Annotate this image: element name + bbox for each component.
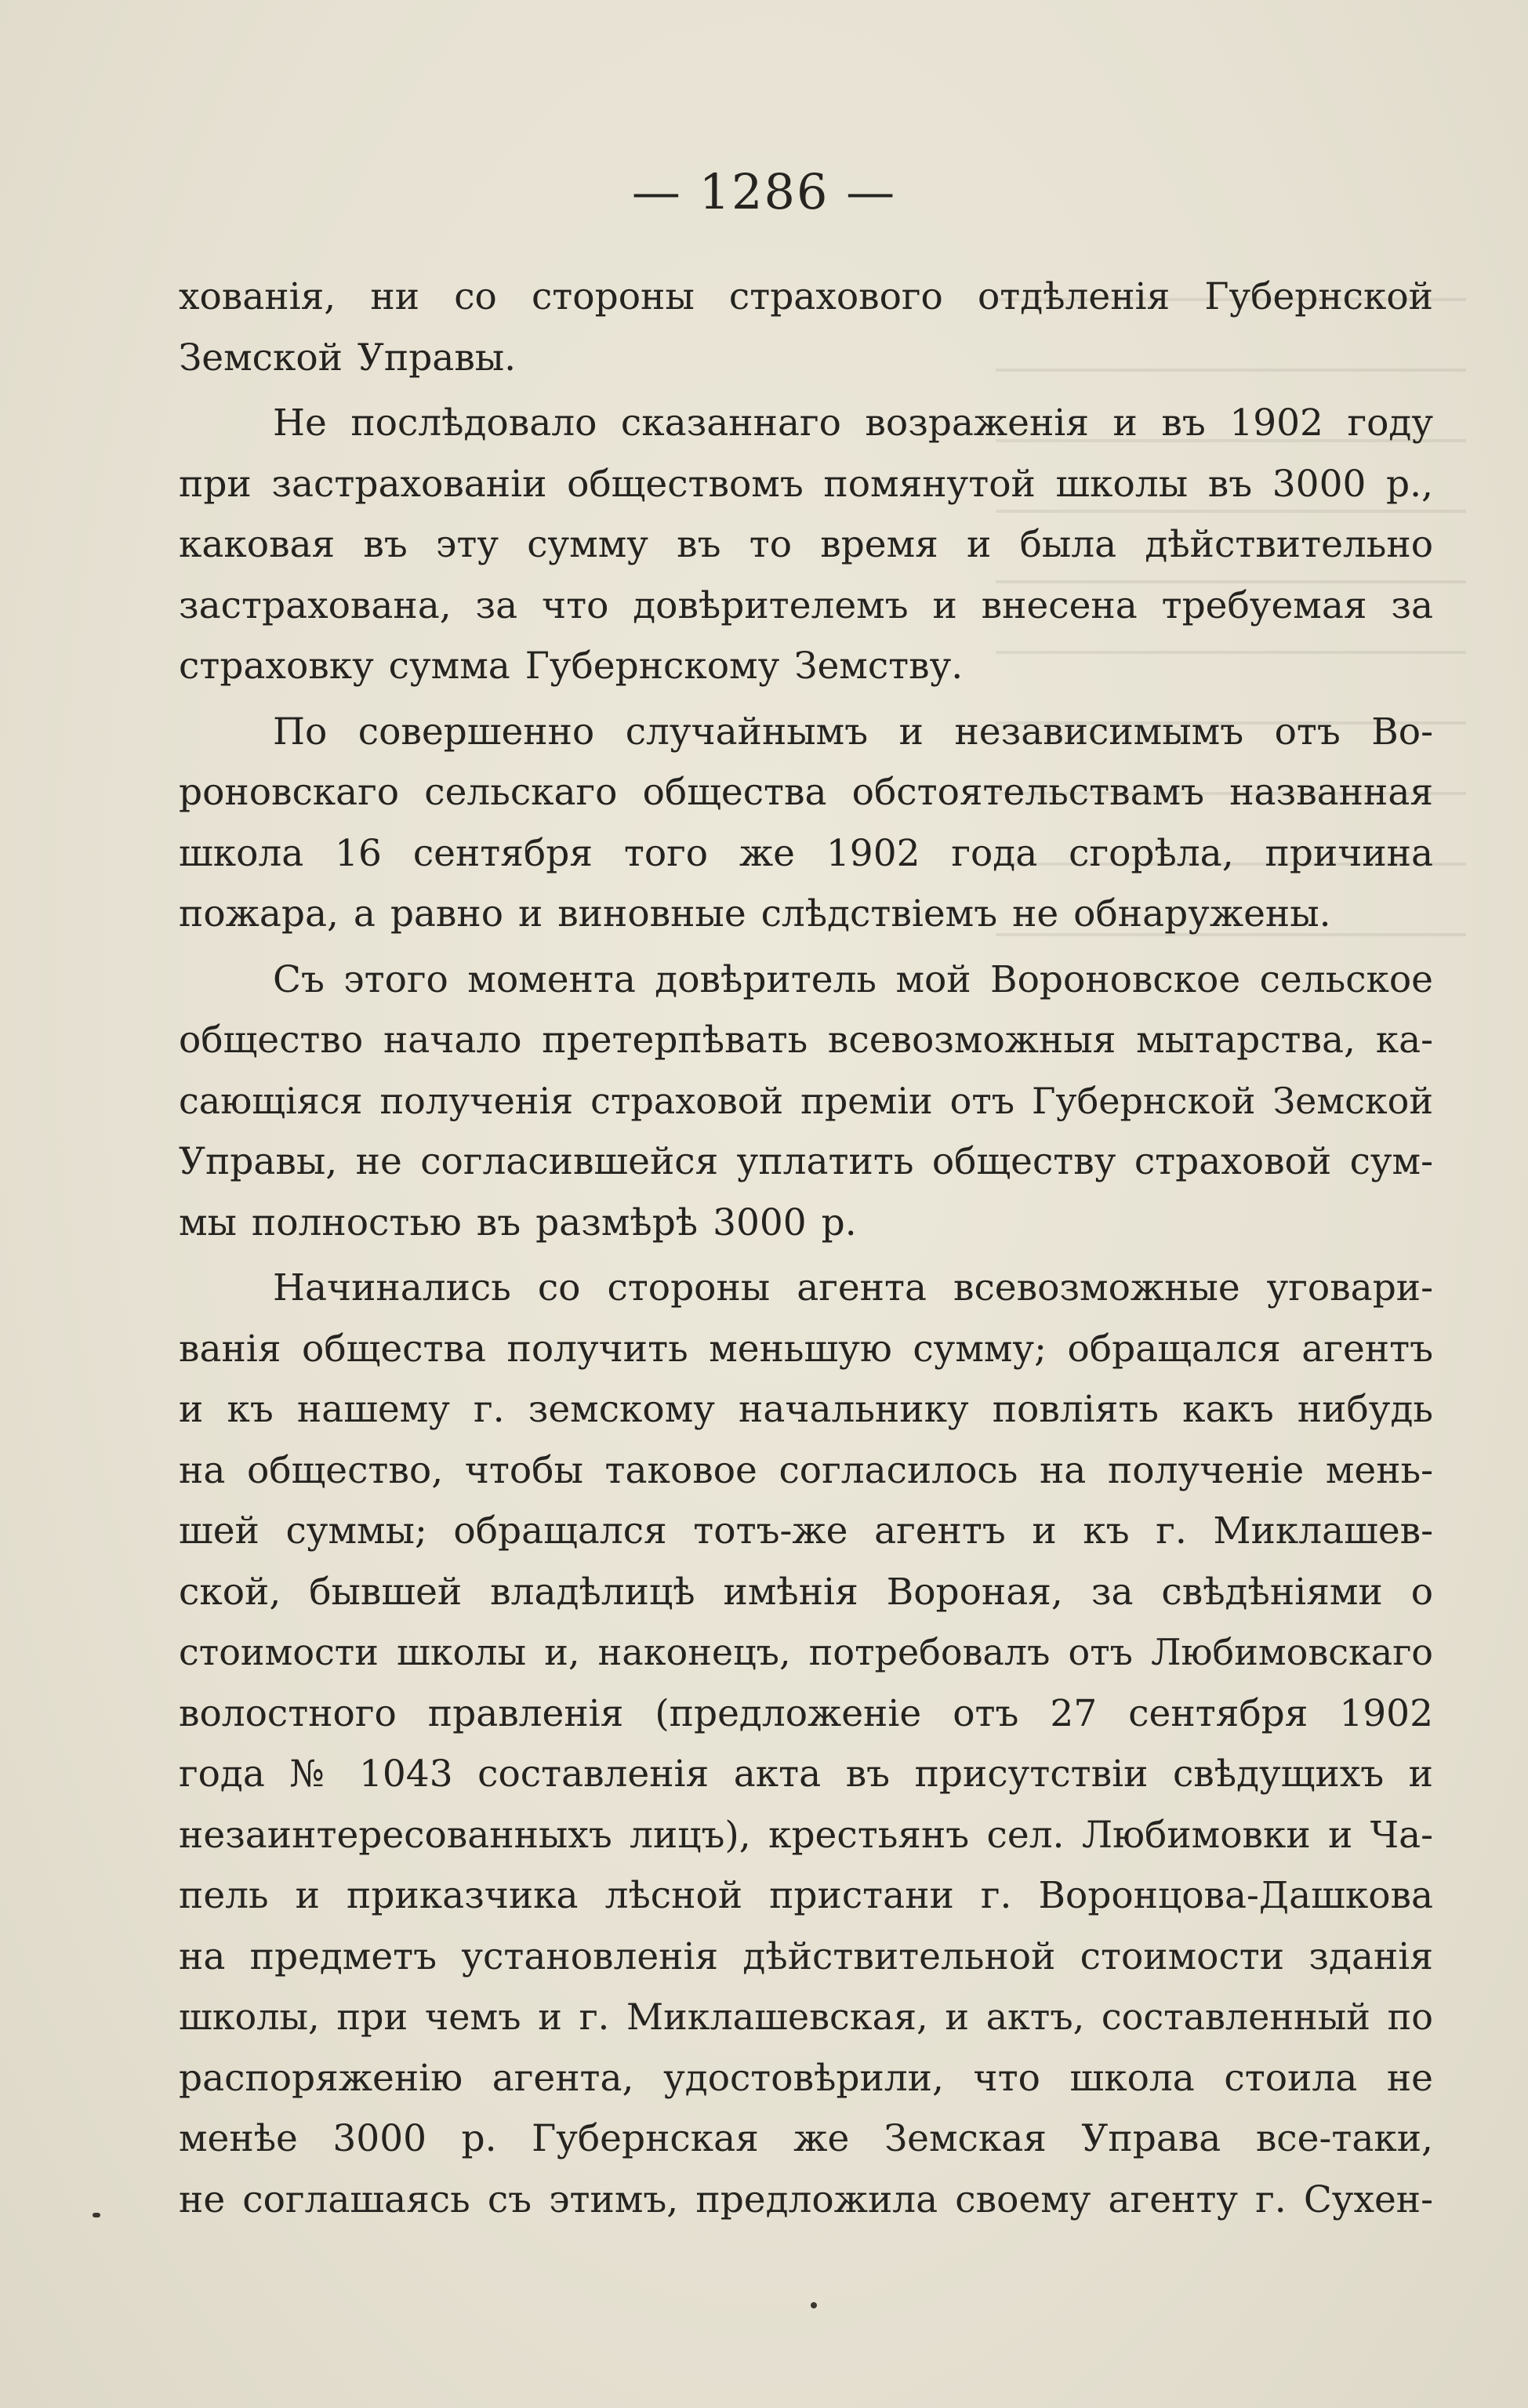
text-line: школы, при чемъ и г. Миклашевская, и актъ, составленный по xyxy=(179,1996,1433,2038)
body-text xyxy=(179,267,1433,2230)
text-line: общество начало претерпѣвать всевозможныя мытарства, ка- xyxy=(179,1019,1433,1062)
text-line: не соглашаясь съ этимъ, предложила своему агенту г. Сухен- xyxy=(179,2177,1433,2221)
text-line: Съ этого момента довѣритель мой Вороновское сельское xyxy=(273,957,1433,1001)
text-line: незаинтересованныхъ лицъ), крестьянъ сел. Любимовки и Ча- xyxy=(179,1813,1433,1857)
text-line: пожара, а равно и виновные слѣдствіемъ не обнаружены. xyxy=(179,892,1331,935)
text-line: роновскаго сельскаго общества обстоятельствамъ названная xyxy=(179,771,1433,814)
text-line: страховку сумма Губернскому Земству. xyxy=(179,645,964,688)
text-line: менѣе 3000 р. Губернская же Земская Управа все-таки, xyxy=(179,2117,1433,2160)
page-number: — 1286 — xyxy=(631,163,897,220)
text-line: ской, бывшей владѣлицѣ имѣнія Вороная, за свѣдѣніями о xyxy=(179,1570,1433,1614)
text-line: при застрахованіи обществомъ помянутой школы въ 3000 р., xyxy=(179,462,1433,506)
text-line: Не послѣдовало сказаннаго возраженія и въ 1902 году xyxy=(273,401,1433,445)
ink-spot xyxy=(811,2302,817,2308)
margin-mark xyxy=(93,2213,100,2217)
text-line: волостного правленія (предложеніе отъ 27 сентября 1902 xyxy=(179,1691,1433,1735)
text-line: ванія общества получить меньшую сумму; обращался агентъ xyxy=(179,1327,1433,1371)
text-line: на предметъ установленія дѣйствительной стоимости зданія xyxy=(179,1934,1433,1978)
text-line: каковая въ эту сумму въ то время и была дѣйствительно xyxy=(179,523,1433,566)
text-line: на общество, чтобы таковое согласилось на полученіе мень- xyxy=(179,1448,1433,1492)
text-line: мы полностью въ размѣрѣ 3000 р. xyxy=(179,1200,857,1244)
text-line: сающіяся полученія страховой преміи отъ Губернской Земской xyxy=(179,1079,1433,1122)
text-line: школа 16 сентября того же 1902 года сгорѣла, причина xyxy=(179,831,1433,875)
text-line: хованія, ни со стороны страхового отдѣленія Губернской xyxy=(179,275,1433,318)
text-line: Управы, не согласившейся уплатить обществу страховой сум- xyxy=(179,1140,1433,1183)
text-line: пель и приказчика лѣсной пристани г. Воронцова-Дашкова xyxy=(179,1874,1433,1917)
text-line: стоимости школы и, наконецъ, потребовалъ отъ Любимовскаго xyxy=(179,1631,1433,1673)
text-line: Земской Управы. xyxy=(179,336,517,380)
text-line: Начинались со стороны агента всевозможные уговари- xyxy=(273,1266,1433,1309)
text-line: застрахована, за что довѣрителемъ и внесена требуемая за xyxy=(179,583,1433,627)
text-line: и къ нашему г. земскому начальнику повліять какъ нибудь xyxy=(179,1388,1433,1431)
text-line: распоряженію агента, удостовѣрили, что школа стоила не xyxy=(179,2056,1433,2100)
text-line: По совершенно случайнымъ и независимымъ отъ Во- xyxy=(273,710,1433,754)
text-line: шей суммы; обращался тотъ-же агентъ и къ г. Миклашев- xyxy=(179,1509,1433,1553)
text-line: года № 1043 составленія акта въ присутствіи свѣдущихъ и xyxy=(179,1752,1433,1796)
